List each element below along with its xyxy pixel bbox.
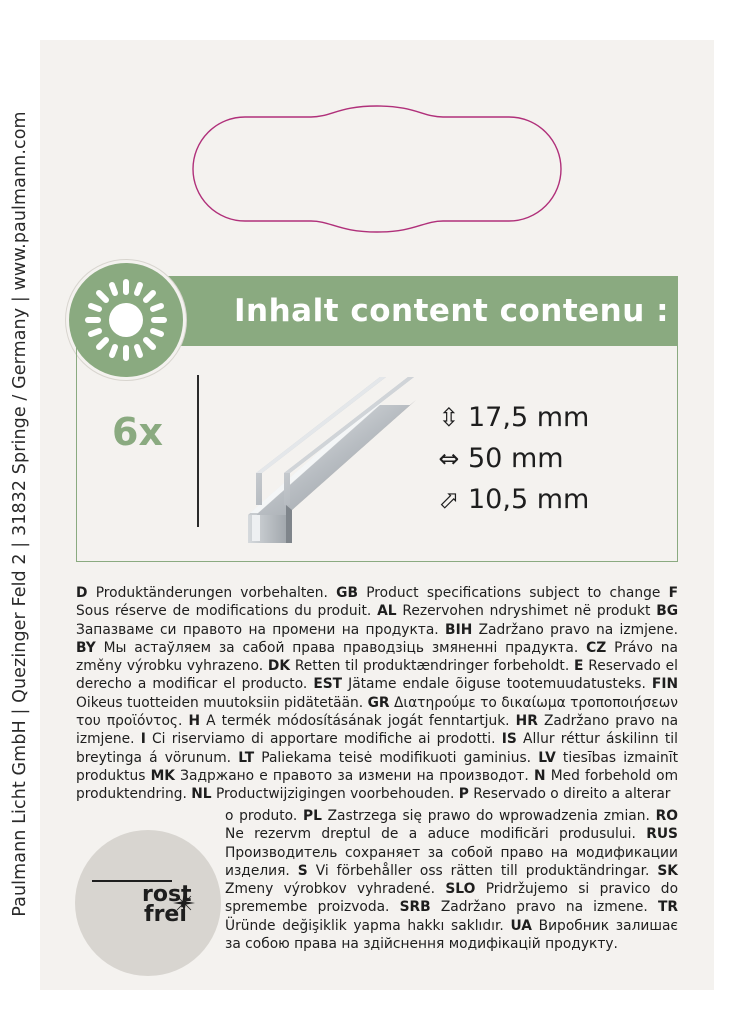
language-code: HR	[515, 713, 538, 730]
language-code: RO	[655, 808, 678, 824]
language-code: EST	[313, 676, 343, 693]
notice-text: o produto.	[225, 808, 298, 824]
notice-text: Product specifications subject to change	[366, 585, 661, 601]
notice-text: Ci riserviamo di apportare modifiche ai prodotti.	[152, 731, 496, 748]
width-arrow-icon: ⇔	[438, 444, 460, 473]
language-code: F	[668, 585, 679, 601]
notice-text: Zastrzega się prawo do wprowadzenia zmian.	[327, 808, 650, 824]
language-code: MK	[150, 767, 175, 784]
notice-text: Paliekama teisė modifikuoti gaminius.	[261, 749, 532, 766]
language-code: N	[533, 767, 546, 784]
language-code: FIN	[651, 676, 679, 693]
dimensions-list	[436, 397, 589, 520]
notice-text: Виробник залишає за собою права на здійснення модифікацій продукту.	[225, 917, 679, 953]
dimension-width	[436, 438, 589, 479]
notice-text: A termék módosításának jogát fenntartjuk.	[206, 713, 510, 730]
notice-text: Ne rezervm dreptul de a aduce modificări produsului.	[225, 826, 636, 843]
language-code: P	[458, 786, 469, 803]
language-code: RUS	[646, 826, 678, 843]
language-code: S	[297, 862, 308, 879]
language-code: H	[188, 713, 201, 730]
language-code: D	[76, 585, 88, 601]
language-code: PL	[302, 808, 322, 824]
language-code: BG	[656, 603, 679, 620]
language-code: TR	[657, 899, 678, 916]
dimension-height-value: 17,5 mm	[468, 402, 590, 433]
rust-free-badge	[75, 830, 221, 976]
height-arrow-icon: ⇳	[438, 403, 460, 432]
language-code: GR	[367, 694, 390, 711]
language-code: SK	[657, 862, 679, 879]
notice-text: Üründe değişiklik yapma hakkı saklıdır.	[225, 917, 504, 934]
notice-text: Zadržano pravo na izmjene.	[76, 713, 679, 748]
dimension-depth	[436, 479, 589, 520]
language-code: UA	[510, 917, 532, 934]
aluminium-profile-icon	[240, 365, 420, 545]
notice-text: Задржано е правото за измени на производот.	[180, 767, 529, 784]
language-code: SRB	[399, 899, 431, 916]
language-code: SLO	[445, 881, 476, 898]
language-code: DK	[267, 658, 291, 675]
notice-text: Vi förbehåller oss rätten till produktändringar.	[315, 862, 650, 879]
company-address-text: Paulmann Licht GmbH | Quezinger Feld 2 | 31832 Springe / Germany | www.paulmann.com	[10, 111, 30, 917]
language-code: LV	[538, 749, 556, 766]
content-banner: Inhalt content contenu :	[138, 276, 678, 346]
badge-text-rost: rost	[142, 882, 192, 907]
language-code: BIH	[445, 621, 473, 638]
language-code: LT	[238, 749, 255, 766]
quantity-label: 6x	[112, 410, 163, 454]
product-change-notice	[76, 584, 678, 804]
notice-text: Zmeny výrobkov vyhradené.	[225, 881, 436, 898]
notice-text: Reservado el derecho a modificar el producto.	[76, 658, 678, 693]
notice-text: tiesības izmainīt produktus	[76, 749, 678, 784]
language-code: IS	[501, 731, 517, 748]
notice-text: Med forbehold om produktendring.	[76, 767, 679, 803]
notice-text: Právo na změny výrobku vyhrazeno.	[76, 639, 679, 675]
company-address-sidebar	[0, 0, 40, 1030]
hang-hole-outline	[179, 103, 575, 235]
product-change-notice-continued	[225, 807, 678, 953]
packaging-card	[40, 40, 714, 990]
notice-text: Sous réserve de modifications du produit.	[76, 603, 372, 620]
notice-text: Produktänderungen vorbehalten.	[95, 585, 328, 601]
notice-text: Pridržujemo si pravico do spremembe proizvoda.	[225, 881, 679, 916]
notice-text: Allur réttur áskilinn til breytinga á vörunum.	[76, 731, 678, 766]
depth-arrow-icon: ⬀	[438, 485, 460, 514]
notice-text: Reservado o direito a alterar	[473, 786, 671, 803]
language-code: CZ	[586, 639, 607, 656]
notice-text: Мы астаўляем за сабой права праводзіць змяненні прадукта.	[103, 639, 579, 656]
notice-text: Retten til produktændringer forbeholdt.	[294, 658, 570, 675]
dimension-height	[436, 397, 589, 438]
notice-text: Производитель сохраняет за собой право на модификации изделия.	[225, 844, 678, 879]
language-code: I	[140, 731, 146, 748]
notice-text: Jätame endale õiguse tootemuudatusteks.	[348, 676, 646, 693]
sparkle-star-icon	[173, 892, 195, 914]
notice-text: Zadržano pravo na izmene.	[440, 899, 648, 916]
dimension-width-value: 50 mm	[468, 443, 564, 474]
notice-text: Zadržano pravo na izmjene.	[478, 621, 679, 638]
language-code: AL	[377, 603, 397, 620]
notice-text: Oikeus tuotteiden muutoksiin pidätetään.	[76, 694, 364, 711]
content-divider	[197, 375, 199, 527]
notice-text: Rezervohen ndryshimet në produkt	[402, 603, 651, 620]
notice-text: Productwijzigingen voorbehouden.	[215, 786, 455, 803]
language-code: GB	[336, 585, 358, 601]
language-code: E	[574, 658, 584, 675]
language-code: BY	[76, 639, 96, 656]
notice-text: Διατηρούμε το δικαίωμα τροποποιήσεων του προϊόντος.	[76, 694, 678, 730]
language-code: NL	[191, 786, 212, 803]
dimension-depth-value: 10,5 mm	[468, 484, 590, 515]
notice-text: Запазваме си правото на промени на продукта.	[76, 621, 439, 638]
badge-text-frei: frei	[144, 902, 187, 927]
